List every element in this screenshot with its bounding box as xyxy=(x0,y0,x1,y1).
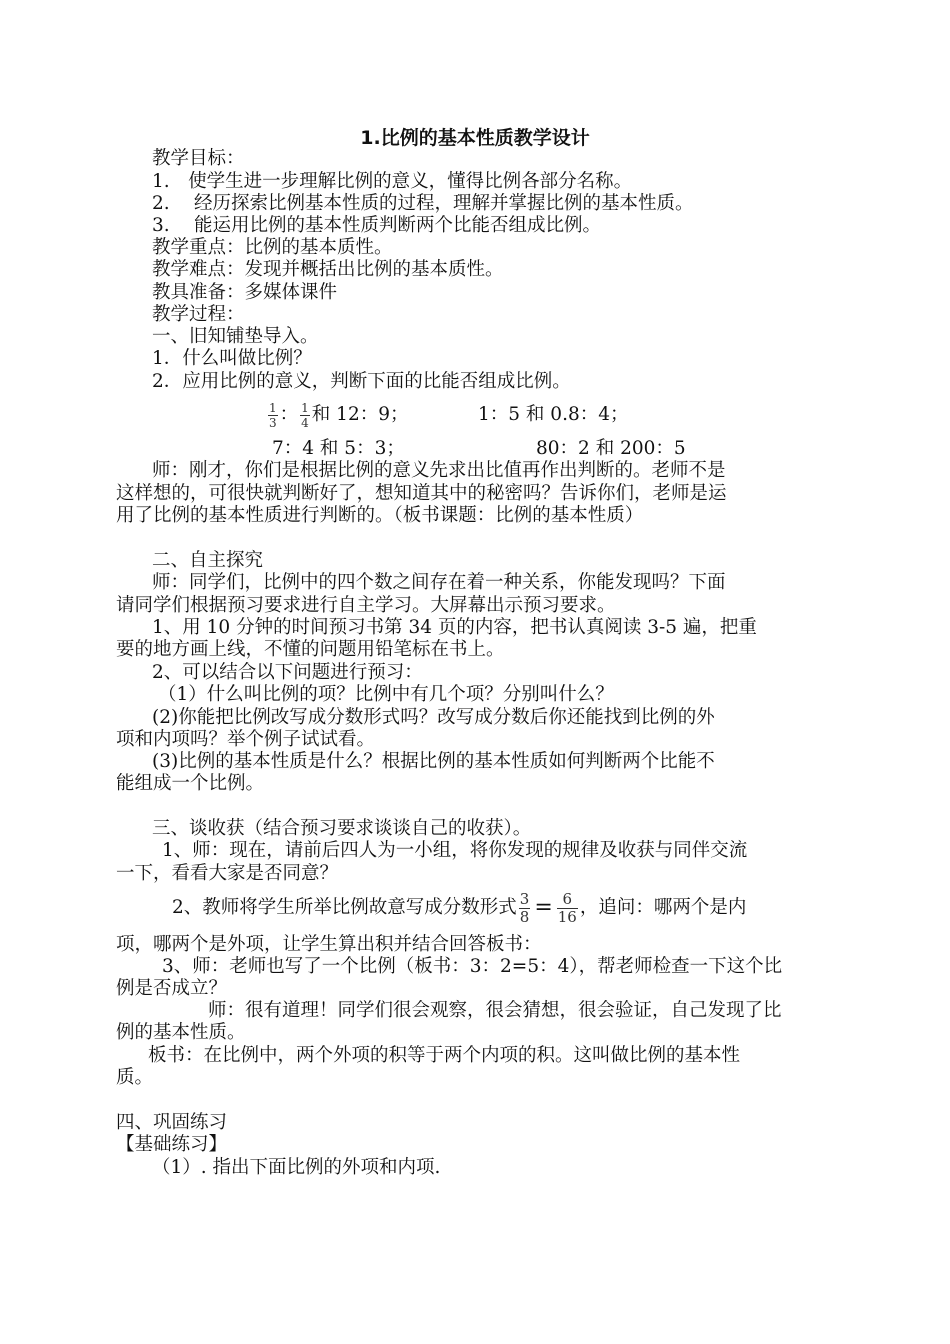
text-line: 要的地方画上线，不懂的问题用铅笔标在书上。 xyxy=(116,639,505,660)
section-heading: 三、谈收获（结合预习要求谈谈自己的收获）。 xyxy=(152,818,532,839)
fraction: $\frac{3}{8}$ xyxy=(519,889,530,926)
text-line: (3)比例的基本性质是什么？根据比例的基本性质如何判断两个比能不 xyxy=(152,751,715,772)
text-line: 这样想的，可很快就判断好了，想知道其中的秘密吗？告诉你们，老师是运 xyxy=(116,483,727,504)
text-line: 例是否成立？ xyxy=(116,978,228,999)
text-line: 教学重点：比例的基本质性。 xyxy=(152,237,393,258)
text-line: 板书：在比例中，两个外项的积等于两个内项的积。这叫做比例的基本性 xyxy=(148,1045,741,1066)
text-line: 3. 能运用比例的基本性质判断两个比能否组成比例。 xyxy=(152,215,602,236)
text-line: 一、旧知铺垫导入。 xyxy=(152,326,319,347)
text-line: 例的基本性质。 xyxy=(116,1022,246,1043)
text-line: 3、师：老师也写了一个比例（板书：3：2=5：4），帮老师检查一下这个比 xyxy=(162,956,783,977)
text-line: 教学难点：发现并概括出比例的基本质性。 xyxy=(152,259,504,280)
text-line: 1、用 10 分钟的时间预习书第 34 页的内容，把书认真阅读 3-5 遍，把重 xyxy=(152,617,757,638)
text-line: 用了比例的基本性质进行判断的。（板书课题：比例的基本性质） xyxy=(116,505,644,526)
text-line: 2．应用比例的意义，判断下面的比能否组成比例。 xyxy=(152,371,571,392)
page-title: 1.比例的基本性质教学设计 xyxy=(360,127,590,149)
ratio-pair-4: 80：2 和 200：5 xyxy=(536,438,686,459)
text-line: 2. 经历探索比例基本性质的过程，理解并掌握比例的基本性质。 xyxy=(152,193,694,214)
text-line: 请同学们根据预习要求进行自主学习。大屏幕出示预习要求。 xyxy=(116,595,616,616)
text-line: 项和内项吗？举个例子试试看。 xyxy=(116,729,376,750)
text-line: （1）什么叫比例的项？比例中有几个项？分别叫什么？ xyxy=(158,684,614,705)
text-line: 一下，看看大家是否同意？ xyxy=(116,863,339,884)
ratio-pair-2: 1：5 和 0.8：4； xyxy=(478,404,629,425)
text-line: 1. 使学生进一步理解比例的意义，懂得比例各部分名称。 xyxy=(152,171,633,192)
text-line: 师：很有道理！同学们很会观察，很会猜想，很会验证，自己发现了比 xyxy=(208,1000,782,1021)
text-line: 1、师：现在，请前后四人为一小组，将你发现的规律及收获与同伴交流 xyxy=(162,840,748,861)
text-line: 教学目标： xyxy=(152,148,245,169)
text-line: 师：同学们，比例中的四个数之间存在着一种关系，你能发现吗？下面 xyxy=(152,572,726,593)
subsection-heading: 【基础练习】 xyxy=(116,1134,228,1155)
text-line: (2)你能把比例改写成分数形式吗？改写成分数后你还能找到比例的外 xyxy=(152,707,715,728)
text-line: 教具准备：多媒体课件 xyxy=(152,282,338,303)
text-line: 能组成一个比例。 xyxy=(116,773,265,794)
section-heading: 二、自主探究 xyxy=(152,550,264,571)
fraction: $\frac{6}{16}$ xyxy=(557,889,577,926)
fraction: $\frac{1}{3}$ xyxy=(269,400,277,430)
text-line: 师：刚才，你们是根据比例的意义先求出比值再作出判断的。老师不是 xyxy=(152,460,726,481)
ratio-pair-3: 7：4 和 5：3； xyxy=(272,438,405,459)
text-line: （1）. 指出下面比例的外项和内项. xyxy=(152,1157,441,1178)
text-line: 教学过程： xyxy=(152,304,245,325)
ratio-pair-1: $\frac{1}{3}$ ： $\frac{1}{4}$ 和 12：9； xyxy=(269,400,409,430)
text-line-with-equation: 2、教师将学生所举比例故意写成分数形式 $\frac{3}{8}$ = $\frac{6}{16}$ ，追问：哪两个是内 xyxy=(172,889,747,926)
section-heading: 四、巩固练习 xyxy=(116,1112,228,1133)
text-line: 2、可以结合以下问题进行预习： xyxy=(152,662,423,683)
text-line: 质。 xyxy=(116,1067,154,1088)
text-line: 1．什么叫做比例？ xyxy=(152,348,312,369)
text-line: 项，哪两个是外项，让学生算出积并结合回答板书： xyxy=(116,934,542,955)
fraction: $\frac{1}{4}$ xyxy=(301,400,309,430)
